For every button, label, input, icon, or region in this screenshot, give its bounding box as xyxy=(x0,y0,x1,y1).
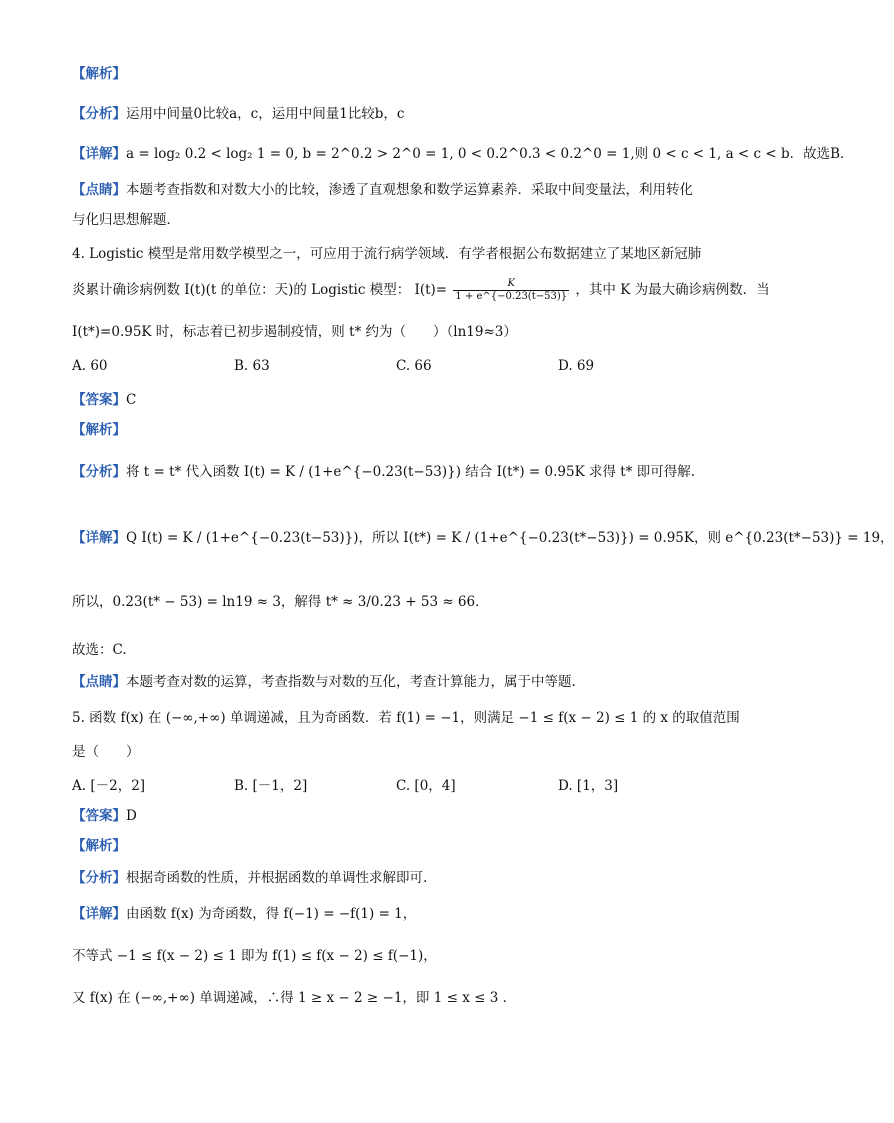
q4-xiangjie: 【详解】Q I(t) = K / (1+e^{−0.23(t−53)})，所以 I(t*) = K / (1+e^{−0.23(t*−53)}) = 0.95K，则 e^{0.23(t*−53)} = 19， xyxy=(72,530,894,546)
q5-choice-c: C. [0，4] xyxy=(396,778,456,794)
q5-jiexi-heading: 【解析】 xyxy=(72,838,126,854)
q5-xiangjie: 【详解】由函数 f(x) 为奇函数，得 f(−1) = −f(1) = 1， xyxy=(72,906,417,922)
q4-guxuan: 故选：C. xyxy=(72,642,127,658)
q5-choice-b: B. [－1，2] xyxy=(234,778,308,794)
q5-stem-line2: 是（ ） xyxy=(72,744,140,760)
q5-answer: 【答案】D xyxy=(72,808,137,824)
q4-choice-a: A. 60 xyxy=(72,358,108,374)
q5-budengshi: 不等式 −1 ≤ f(x − 2) ≤ 1 即为 f(1) ≤ f(x − 2) ≤ f(−1)， xyxy=(72,948,437,964)
prev-dianjing-line2: 与化归思想解题． xyxy=(72,212,180,228)
q4-fenxi: 【分析】将 t = t* 代入函数 I(t) = K / (1+e^{−0.23(t−53)}) 结合 I(t*) = 0.95K 求得 t* 即可得解. xyxy=(72,464,696,480)
q4-suoyi: 所以，0.23(t* − 53) = ln19 ≈ 3，解得 t* ≈ 3/0.23 + 53 ≈ 66． xyxy=(72,594,489,610)
prev-xiangjie: 【详解】a = log₂ 0.2 < log₂ 1 = 0, b = 2^0.2 > 2^0 = 1, 0 < 0.2^0.3 < 0.2^0 = 1,则 0 < c < 1, a < c < b．故选B． xyxy=(72,146,854,162)
q4-dianjing: 【点睛】本题考查对数的运算，考查指数与对数的互化，考查计算能力，属于中等题. xyxy=(72,674,576,690)
q4-answer: 【答案】C xyxy=(72,392,137,408)
q4-choice-b: B. 63 xyxy=(234,358,270,374)
q4-jiexi-heading: 【解析】 xyxy=(72,422,126,438)
q4-choice-d: D. 69 xyxy=(558,358,595,374)
q4-stem-line1: 4. Logistic 模型是常用数学模型之一，可应用于流行病学领域．有学者根据公布数据建立了某地区新冠肺 xyxy=(72,246,702,262)
prev-dianjing-line1: 【点睛】本题考查指数和对数大小的比较，渗透了直观想象和数学运算素养．采取中间变量法，利用转化 xyxy=(72,182,693,198)
q5-choice-a: A. [－2，2] xyxy=(72,778,146,794)
prev-fenxi: 【分析】运用中间量0比较a，c，运用中间量1比较b，c xyxy=(72,106,405,122)
q4-model-lhs: I(t)= xyxy=(414,282,448,298)
q4-choice-c: C. 66 xyxy=(396,358,432,374)
q4-model-fraction: $\frac{K}{1 + e\^{}\{-0.23(t-53)\}}$ xyxy=(455,278,568,302)
q5-stem-line1: 5. 函数 f(x) 在 (−∞,+∞) 单调递减，且为奇函数．若 f(1) = −1，则满足 −1 ≤ f(x − 2) ≤ 1 的 x 的取值范围 xyxy=(72,710,740,726)
q4-stem-line3: I(t*)=0.95K 时，标志着已初步遏制疫情，则 t* 约为（ ）（ln19≈3） xyxy=(72,324,517,340)
q5-you: 又 f(x) 在 (−∞,+∞) 单调递减，∴得 1 ≥ x − 2 ≥ −1，即 1 ≤ x ≤ 3 ． xyxy=(72,990,517,1006)
q5-choice-d: D. [1，3] xyxy=(558,778,619,794)
q5-fenxi: 【分析】根据奇函数的性质，并根据函数的单调性求解即可. xyxy=(72,870,428,886)
prev-jiexi-heading: 【解析】 xyxy=(72,66,126,82)
q4-stem-line2: 炎累计确诊病例数 I(t)(t 的单位：天)的 Logistic 模型： I(t)= $\frac{K}{1 + e\^{}\{-0.23(t-53)\}}$ ，其中 K 为最大确诊病例数．当 xyxy=(72,278,770,302)
